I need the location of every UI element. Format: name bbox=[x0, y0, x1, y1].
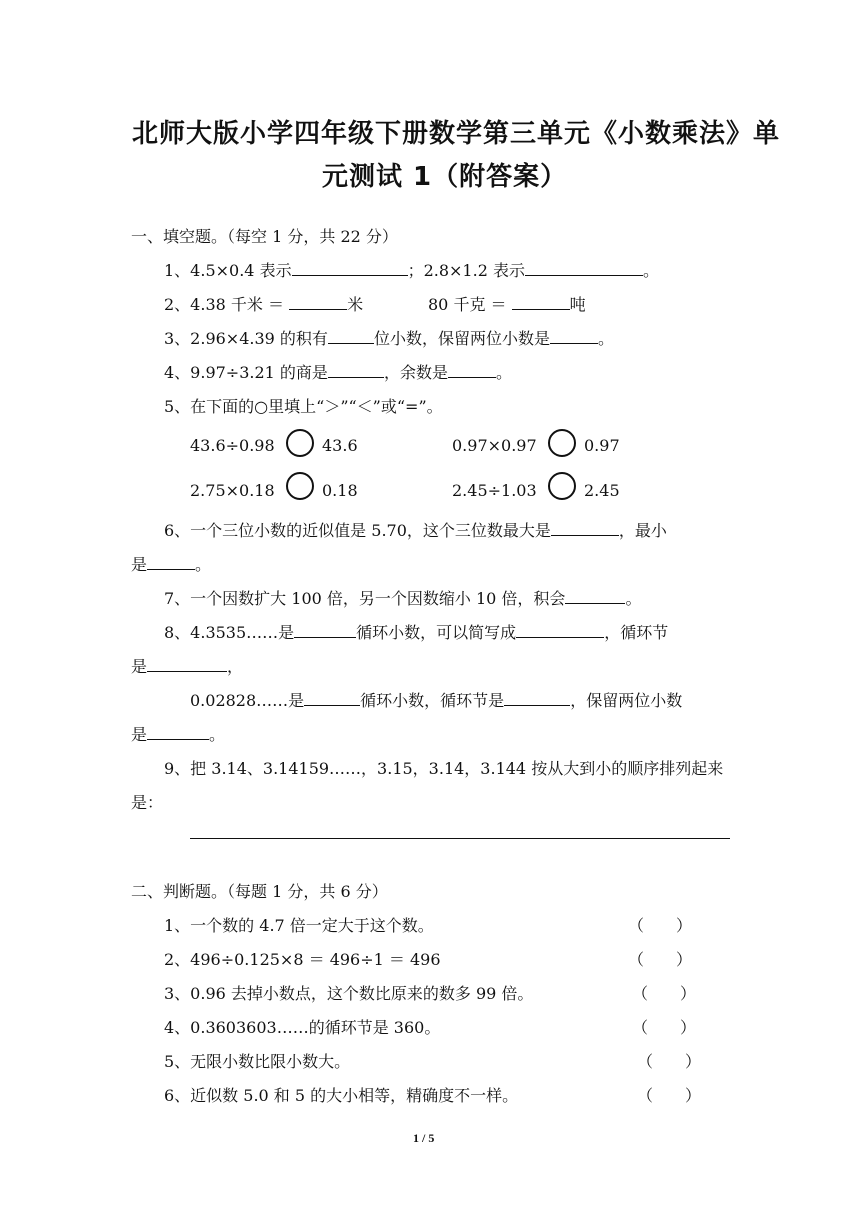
question-3: 3、2.96×4.39 的积有 位小数，保留两位小数是 。 bbox=[164, 326, 614, 349]
question-8-line3: 0.02828……是 循环小数，循环节是 ，保留两位小数 bbox=[190, 688, 682, 711]
judge-bracket[interactable]: （ ） bbox=[628, 916, 693, 935]
judge-bracket[interactable]: （ ） bbox=[637, 1086, 702, 1105]
judge-item-6: 6、近似数 5.0 和 5 的大小相等，精确度不一样。 bbox=[164, 1086, 519, 1105]
document-title-line2: 元测试 1（附答案） bbox=[322, 162, 568, 192]
document-title-line1: 北师大版小学四年级下册数学第三单元《小数乘法》单 bbox=[132, 119, 781, 149]
answer-blank[interactable] bbox=[448, 360, 496, 378]
question-6-line2: 是 。 bbox=[131, 552, 211, 575]
compare-left: 0.97×0.97 bbox=[452, 436, 537, 455]
answer-blank[interactable] bbox=[289, 292, 347, 310]
question-7: 7、一个因数扩大 100 倍，另一个因数缩小 10 倍，积会 。 bbox=[164, 586, 641, 609]
question-8-line4: 是 。 bbox=[131, 722, 225, 745]
question-4: 4、9.97÷3.21 的商是 ，余数是 。 bbox=[164, 360, 512, 383]
answer-line[interactable] bbox=[190, 838, 730, 839]
answer-blank[interactable] bbox=[328, 360, 384, 378]
page-number: 1 / 5 bbox=[413, 1131, 435, 1145]
question-8-line1: 8、4.3535……是 循环小数，可以简写成 ，循环节 bbox=[164, 620, 668, 643]
compare-right: 2.45 bbox=[584, 481, 620, 500]
answer-blank[interactable] bbox=[516, 620, 604, 638]
compare-right: 0.97 bbox=[584, 436, 620, 455]
answer-blank[interactable] bbox=[525, 258, 643, 276]
answer-blank[interactable] bbox=[304, 688, 360, 706]
judge-item-3: 3、0.96 去掉小数点，这个数比原来的数多 99 倍。 bbox=[164, 984, 534, 1003]
question-2-part2: 80 千克 ＝ 吨 bbox=[428, 292, 586, 315]
compare-circle[interactable] bbox=[286, 472, 314, 500]
answer-blank[interactable] bbox=[504, 688, 570, 706]
judge-bracket[interactable]: （ ） bbox=[632, 984, 697, 1003]
compare-circle[interactable] bbox=[548, 429, 576, 457]
answer-blank[interactable] bbox=[294, 620, 356, 638]
compare-right: 43.6 bbox=[322, 436, 358, 455]
answer-blank[interactable] bbox=[328, 326, 374, 344]
judge-item-2: 2、496÷0.125×8 ＝ 496÷1 ＝ 496 bbox=[164, 950, 441, 969]
compare-left: 2.45÷1.03 bbox=[452, 481, 537, 500]
answer-blank[interactable] bbox=[551, 518, 619, 536]
judge-item-4: 4、0.3603603……的循环节是 360。 bbox=[164, 1018, 441, 1037]
section1-heading: 一、填空题。（每空 1 分，共 22 分） bbox=[131, 227, 398, 246]
compare-left: 2.75×0.18 bbox=[190, 481, 275, 500]
question-5: 5、在下面的○里填上“＞”“＜”或“=”。 bbox=[164, 397, 443, 416]
question-9-line2: 是： bbox=[131, 793, 164, 812]
compare-circle[interactable] bbox=[286, 429, 314, 457]
compare-left: 43.6÷0.98 bbox=[190, 436, 275, 455]
answer-blank[interactable] bbox=[550, 326, 598, 344]
judge-bracket[interactable]: （ ） bbox=[628, 950, 693, 969]
question-2-part1: 2、4.38 千米 ＝ 米 bbox=[164, 292, 363, 315]
judge-bracket[interactable]: （ ） bbox=[632, 1018, 697, 1037]
answer-blank[interactable] bbox=[292, 258, 408, 276]
section2-heading: 二、判断题。（每题 1 分，共 6 分） bbox=[131, 882, 388, 901]
answer-blank[interactable] bbox=[565, 586, 625, 604]
question-9-line1: 9、把 3.14、3.14159……，3.15，3.14，3.144 按从大到小的顺序排列起来 bbox=[164, 759, 724, 778]
judge-item-5: 5、无限小数比限小数大。 bbox=[164, 1052, 351, 1071]
answer-blank[interactable] bbox=[512, 292, 570, 310]
judge-item-1: 1、一个数的 4.7 倍一定大于这个数。 bbox=[164, 916, 434, 935]
compare-right: 0.18 bbox=[322, 481, 358, 500]
judge-bracket[interactable]: （ ） bbox=[637, 1052, 702, 1071]
answer-blank[interactable] bbox=[147, 722, 209, 740]
answer-blank[interactable] bbox=[147, 552, 195, 570]
compare-circle[interactable] bbox=[548, 472, 576, 500]
question-8-line2: 是 ， bbox=[131, 654, 243, 677]
answer-blank[interactable] bbox=[147, 654, 227, 672]
question-6-line1: 6、一个三位小数的近似值是 5.70，这个三位数最大是 ，最小 bbox=[164, 518, 667, 541]
question-1: 1、4.5×0.4 表示 ；2.8×1.2 表示 。 bbox=[164, 258, 659, 281]
